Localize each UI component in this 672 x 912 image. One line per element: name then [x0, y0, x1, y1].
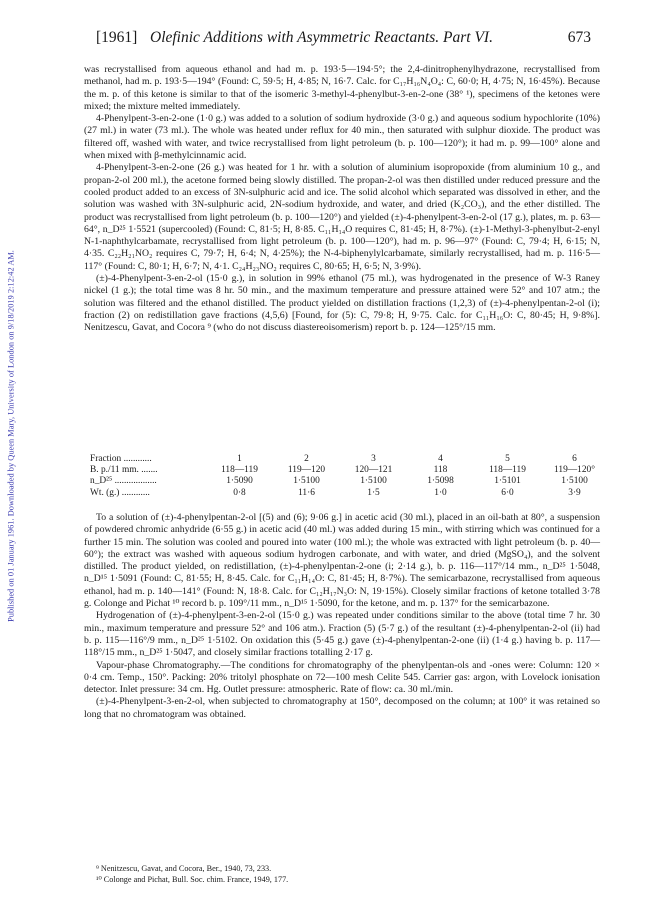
table-cell: 6 [572, 454, 577, 464]
table-cell: 2 [304, 454, 309, 464]
download-notice-text: Published on 01 January 1961. Downloaded by Queen Mary, University of London on 9/18/2019 2:12:42 AM. [6, 250, 16, 622]
table-row [90, 476, 608, 487]
table-header-row [90, 454, 608, 465]
table-cell: 1·5101 [494, 476, 521, 487]
table-cell: 3·9 [568, 487, 581, 498]
table-cell: 11·6 [298, 487, 315, 498]
paragraph: (±)-4-Phenylpent-3-en-2-ol, when subjected to chromatography at 150°, decomposed on the column; at 100° it was retained so long that no chromatogram was obtained. [84, 696, 600, 720]
header-title: Olefinic Additions with Asymmetric Reactants. Part VI. [150, 29, 493, 46]
paragraph: was recrystallised from aqueous ethanol and had m. p. 193·5—194·5°; the 2,4-dinitrophenylhydrazone, recrystallised from methanol, had m. p. 193·5—194° (Found: C, 59·5; H, 4·85; N, 16·7. Calc. for C₁₇H₁₆N₄O₄: C, 60·0; H, 4·75; N, 16·45%). Because the m. p. of this ketone is similar to that of the isomeric 3-methyl-4-phenylbut-3-en-2-one (38° ¹), specimens of the ketones were mixed; the mixture melted immediately. [84, 64, 600, 112]
fractions-table [90, 454, 608, 499]
table-cell: 6·0 [501, 487, 514, 498]
footnote: ¹⁰ Colonge and Pichat, Bull. Soc. chim. France, 1949, 177. [96, 875, 289, 884]
table-cell: 0·8 [233, 487, 246, 498]
table-row [90, 465, 608, 476]
table-cell: B. p./11 mm. ....... [90, 465, 158, 476]
body-text-top [84, 64, 600, 335]
paragraph: 4-Phenylpent-3-en-2-one (26 g.) was heated for 1 hr. with a solution of aluminium isopropoxide (from aluminium 10 g., and propan-2-ol 200 ml.), the acetone formed being slowly distilled. The propan-2-ol was then distilled under reduced pressure and the cooled product added to an excess of 3N-sulphuric acid and ice. The solid alcohol which separated was dissolved in ether, and the solution was washed with 3N-sulphuric acid, 2N-sodium hydroxide, and water, and dried (K₂CO₃), and the ether distilled. The product was recrystallised from light petroleum (b. p. 100—120°) and yielded (±)-4-phenylpent-3-en-2-ol (17 g.), plates, m. p. 63—64°, n_D²⁵ 1·5521 (supercooled) (Found: C, 81·5; H, 8·85. C₁₁H₁₄O requires C, 81·45; H, 8·7%). (±)-1-Methyl-3-phenylbut-2-enyl N-1-naphthylcarbamate, recrystallised from light petroleum (b. p. 100—120°), had m. p. 96—97° (Found: C, 79·4; H, 6·15; N, 4·35. C₂₂H₂₁NO₂ requires C, 79·7; H, 6·4; N, 4·25%); the N-4-biphenylylcarbamate, similarly recrystallised, had m. p. 116·5—117° (Found: C, 80·1; H, 6·7; N, 4·1. C₂₄H₂₃NO₂ requires C, 80·65; H, 6·5; N, 3·9%). [84, 162, 600, 272]
paragraph: (±)-4-Phenylpent-3-en-2-ol (15·0 g.), in solution in 99% ethanol (75 ml.), was hydrogenated in the presence of W-3 Raney nickel (1 g.); the total time was 8 hr. 50 min., and the maximum temperature and pressure attained were 52° and 107 atm.; the solution was filtered and the ethanol distilled. The product yielded on distillation fractions (1,2,3) of (±)-4-phenylpentan-2-ol (i); fraction (2) on redistillation gave fractions (4,5,6) [Found, for (5): C, 79·8; H, 9·75. Calc. for C₁₁H₁₆O: C, 80·45; H, 9·8%]. Nenitzescu, Gavat, and Cocora ⁹ (who do not discuss diastereoisomerism) report b. p. 124—125°/15 mm. [84, 273, 600, 334]
table-cell: 1·0 [434, 487, 447, 498]
download-notice-sidebar [0, 0, 22, 912]
paragraph: 4-Phenylpent-3-en-2-one (1·0 g.) was added to a solution of sodium hydroxide (3·0 g.) and aqueous sodium hypochlorite (10%) (27 ml.) in water (73 ml.). The whole was heated under reflux for 40 min., then saturated with sulphur dioxide. The product was filtered off, washed with water, and twice recrystallised from light petroleum (b. p. 100—120°); it had m. p. 99—100° alone and when mixed with β-methylcinnamic acid. [84, 113, 600, 162]
table-cell: Fraction ............ [90, 454, 152, 464]
paragraph: Hydrogenation of (±)-4-phenylpent-3-en-2-ol (15·0 g.) was repeated under conditions similar to the above (total time 7 hr. 30 min., maximum temperature and pressure 52° and 106 atm.). Fraction (5) (5·7 g.) of the resultant (±)-4-phenylpentan-2-ol (ii) had b. p. 115—116°/9 mm., n_D²⁵ 1·5102. On oxidation this (5·45 g.) gave (±)-4-phenylpentan-2-one (ii) (1·4 g.) having b. p. 117—118°/15 mm., n_D²⁵ 1·5047, and closely similar fractions totalling 2·17 g. [84, 610, 600, 659]
table-cell: 119—120 [287, 465, 326, 476]
paragraph: To a solution of (±)-4-phenylpentan-2-ol [(5) and (6); 9·06 g.] in acetic acid (30 ml.), placed in an oil-bath at 80°, a suspension of powdered chromic anhydride (6·55 g.) in acetic acid (40 ml.) was added during 15 min., with stirring which was continued for a further 15 min. The solution was cooled and poured into water (100 ml.); the whole was extracted with light petroleum (b. p. 40—60°); the extract was washed with aqueous sodium hydrogen carbonate, and with water, and dried (MgSO₄), and the solvent distilled. The product yielded, on redistillation, (±)-4-phenylpentan-2-one (i; 2·14 g.), b. p. 116—117°/14 mm., n_D²⁵ 1·5048, n_D¹⁵ 1·5091 (Found: C, 81·55; H, 8·45. Calc. for C₁₁H₁₄O: C, 81·45; H, 8·7%). The semicarbazone, recrystallised from aqueous ethanol, had m. p. 140—141° (Found: N, 18·8. Calc. for C₁₂H₁₇N₃O: N, 19·15%). Closely similar fractions of ketone totalled 3·78 g. Colonge and Pichat ¹⁰ record b. p. 109°/11 mm., n_D¹⁵ 1·5090, for the ketone, and m. p. 137° for the semicarbazone. [84, 512, 600, 610]
table-cell: 5 [505, 454, 510, 464]
running-header [96, 28, 591, 48]
table-cell: Wt. (g.) ............ [90, 487, 150, 498]
table-cell: 118—119 [221, 465, 258, 476]
table-cell: 1·5100 [293, 476, 320, 487]
table-cell: 1·5090 [226, 476, 253, 487]
body-text-bottom [84, 512, 600, 721]
paragraph: Vapour-phase Chromatography.—The conditions for chromatography of the phenylpentan-ols and -ones were: Column: 120 × 0·4 cm. Temp., 150°. Packing: 20% tritolyl phosphate on 72—100 mesh Celite 545. Carrier gas: argon, with Lovelock ionisation detector. Inlet pressure: 34 cm. Hg. Outlet pressure: atmospheric. Rate of flow: ca. 30 ml./min. [84, 659, 600, 696]
header-year: [1961] [96, 29, 138, 46]
table-cell: 3 [371, 454, 376, 464]
table-cell: 118 [433, 465, 448, 476]
table-cell: 119—120° [554, 465, 595, 476]
table-cell: 120—121 [354, 465, 393, 476]
table-row [90, 488, 608, 499]
table-cell: 1·5100 [561, 476, 588, 487]
table-cell: 1·5098 [427, 476, 454, 487]
table-cell: 4 [438, 454, 443, 464]
footnotes [96, 863, 596, 885]
page-number: 673 [567, 29, 591, 46]
table-cell: 118—119 [489, 465, 526, 476]
table-cell: 1 [237, 454, 242, 464]
table-cell: 1·5100 [360, 476, 387, 487]
table-cell: n_D²⁵ .................. [90, 476, 157, 487]
footnote: ⁹ Nenitzescu, Gavat, and Cocora, Ber., 1940, 73, 233. [96, 864, 272, 873]
table-cell: 1·5 [367, 487, 380, 498]
